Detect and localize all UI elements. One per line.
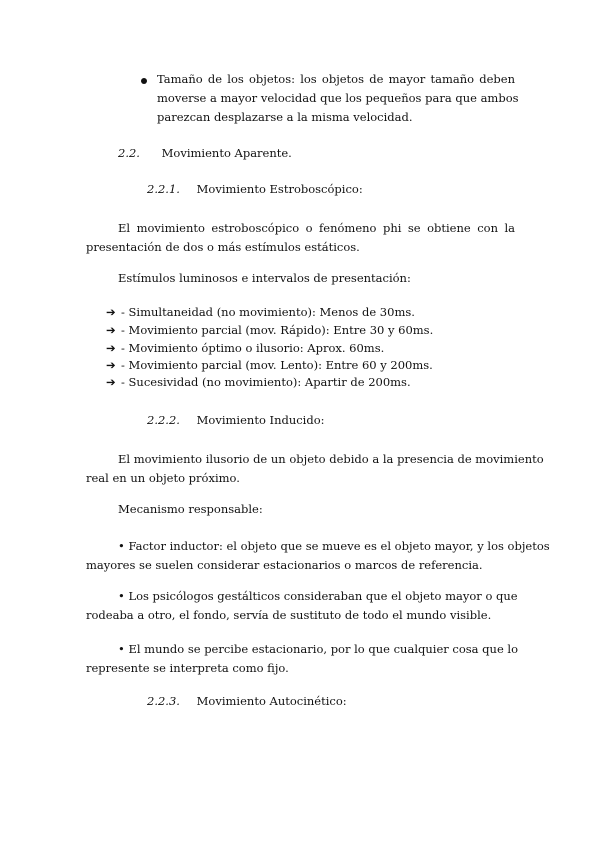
section-title: Movimiento Estroboscópico:	[196, 182, 363, 196]
arrow-list-item	[106, 375, 411, 389]
text-line: • Factor inductor: el objeto que se mueve es el objeto mayor, y los objetos	[118, 539, 550, 553]
text-line: El movimiento estroboscópico o fenómeno phi se obtiene con la	[118, 221, 515, 235]
arrow-right-icon: ➔	[106, 305, 116, 319]
text-line: El movimiento ilusorio de un objeto debido a la presencia de movimiento	[118, 452, 544, 466]
section-title: Movimiento Autocinético:	[196, 694, 347, 708]
dot-item-factor-inductor	[86, 537, 550, 575]
arrow-right-icon: ➔	[106, 323, 116, 337]
section-heading-2-2-3	[147, 694, 347, 708]
arrow-list-item	[106, 323, 433, 337]
text-line: • Los psicólogos gestálticos consideraban que el objeto mayor o que	[118, 589, 518, 603]
arrow-item-text: - Movimiento parcial (mov. Lento): Entre 60 y 200ms.	[121, 358, 433, 372]
arrow-item-text: - Movimiento parcial (mov. Rápido): Entre 30 y 60ms.	[121, 323, 434, 337]
text-line: Tamaño de los objetos: los objetos de mayor tamaño deben	[157, 72, 515, 86]
arrow-item-text: - Sucesividad (no movimiento): Apartir de 200ms.	[121, 375, 411, 389]
text-line: parezcan desplazarse a la misma velocidad.	[157, 110, 413, 124]
arrow-item-text: - Movimiento óptimo o ilusorio: Aprox. 60ms.	[121, 341, 385, 355]
text-line: moverse a mayor velocidad que los pequeños para que ambos	[157, 91, 519, 105]
section-title: Movimiento Inducido:	[196, 413, 325, 427]
section-number: 2.2.1.	[147, 182, 180, 196]
arrow-right-icon: ➔	[106, 358, 116, 372]
section-heading-2-2-2	[147, 413, 325, 427]
arrow-list-item	[106, 341, 384, 355]
bullet-dot-icon	[141, 78, 147, 84]
section-number: 2.2.2.	[147, 413, 180, 427]
section-heading-2-2-1	[147, 182, 363, 196]
arrow-right-icon: ➔	[106, 341, 116, 355]
bullet-paragraph-tamano	[157, 70, 519, 127]
estimulos-heading: Estímulos luminosos e intervalos de presentación:	[118, 271, 411, 285]
text-line: real en un objeto próximo.	[86, 471, 240, 485]
arrow-right-icon: ➔	[106, 375, 116, 389]
section-heading-2-2	[118, 146, 292, 160]
text-line: presentación de dos o más estímulos estáticos.	[86, 240, 360, 254]
text-line: represente se interpreta como fijo.	[86, 661, 289, 675]
section-number: 2.2.	[118, 146, 140, 160]
text-line: • El mundo se percibe estacionario, por lo que cualquier cosa que lo	[118, 642, 519, 656]
arrow-list-item	[106, 305, 415, 319]
section-number: 2.2.3.	[147, 694, 180, 708]
paragraph-estroboscopico	[86, 219, 515, 257]
section-title: Movimiento Aparente.	[161, 146, 292, 160]
text-line: mayores se suelen considerar estacionarios o marcos de referencia.	[86, 558, 483, 572]
arrow-item-text: - Simultaneidad (no movimiento): Menos de 30ms.	[121, 305, 415, 319]
text-line: rodeaba a otro, el fondo, servía de sustituto de todo el mundo visible.	[86, 608, 492, 622]
mecanismo-heading: Mecanismo responsable:	[118, 502, 263, 516]
paragraph-inducido	[86, 450, 544, 488]
dot-item-gestalticos	[86, 587, 518, 625]
dot-item-mundo-estacionario	[86, 640, 519, 678]
arrow-list-item	[106, 358, 433, 372]
